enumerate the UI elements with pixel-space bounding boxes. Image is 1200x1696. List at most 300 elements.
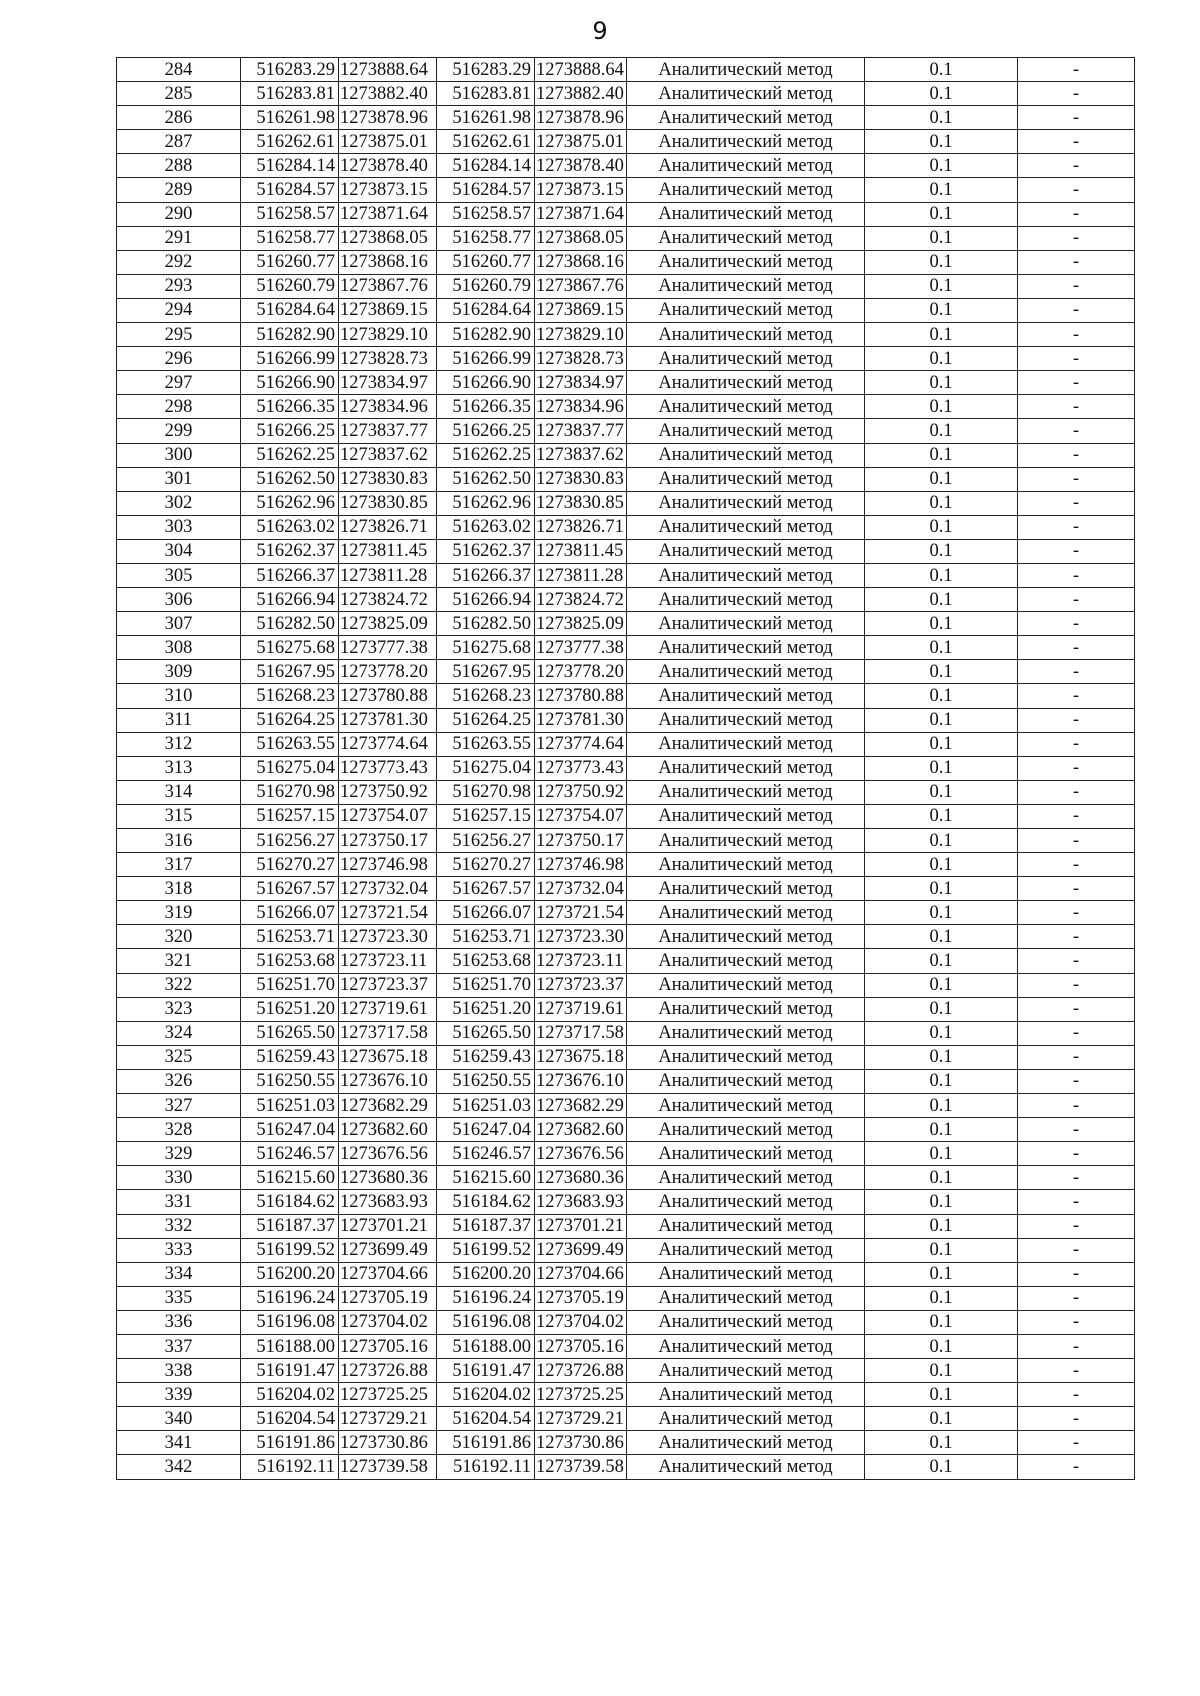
existing-x-cell: 516258.57	[241, 202, 339, 226]
point-number-cell: 338	[117, 1359, 241, 1383]
refined-x-cell: 516204.54	[437, 1407, 535, 1431]
refined-y-cell: 1273834.96	[535, 395, 627, 419]
existing-y-cell: 1273704.66	[339, 1262, 437, 1286]
existing-x-cell: 516260.77	[241, 250, 339, 274]
existing-x-cell: 516263.02	[241, 515, 339, 539]
accuracy-cell: 0.1	[865, 226, 1018, 250]
refined-x-cell: 516262.37	[437, 539, 535, 563]
refined-y-cell: 1273704.02	[535, 1310, 627, 1334]
existing-y-cell: 1273773.43	[339, 756, 437, 780]
existing-x-cell: 516266.37	[241, 563, 339, 587]
refined-y-cell: 1273882.40	[535, 82, 627, 106]
refined-y-cell: 1273682.29	[535, 1094, 627, 1118]
method-cell: Аналитический метод	[627, 877, 865, 901]
accuracy-cell: 0.1	[865, 515, 1018, 539]
existing-y-cell: 1273682.60	[339, 1118, 437, 1142]
note-cell: -	[1018, 1142, 1135, 1166]
refined-y-cell: 1273705.19	[535, 1286, 627, 1310]
method-cell: Аналитический метод	[627, 1383, 865, 1407]
refined-x-cell: 516258.57	[437, 202, 535, 226]
method-cell: Аналитический метод	[627, 708, 865, 732]
refined-y-cell: 1273781.30	[535, 708, 627, 732]
existing-y-cell: 1273701.21	[339, 1214, 437, 1238]
point-number-cell: 299	[117, 419, 241, 443]
refined-x-cell: 516266.35	[437, 395, 535, 419]
note-cell: -	[1018, 250, 1135, 274]
table-row	[117, 901, 1135, 925]
refined-x-cell: 516284.14	[437, 154, 535, 178]
point-number-cell: 340	[117, 1407, 241, 1431]
refined-x-cell: 516284.57	[437, 178, 535, 202]
existing-y-cell: 1273729.21	[339, 1407, 437, 1431]
refined-x-cell: 516283.81	[437, 82, 535, 106]
existing-y-cell: 1273746.98	[339, 853, 437, 877]
refined-x-cell: 516267.95	[437, 660, 535, 684]
point-number-cell: 308	[117, 636, 241, 660]
accuracy-cell: 0.1	[865, 1190, 1018, 1214]
refined-x-cell: 516266.94	[437, 588, 535, 612]
accuracy-cell: 0.1	[865, 804, 1018, 828]
point-number-cell: 336	[117, 1310, 241, 1334]
method-cell: Аналитический метод	[627, 1214, 865, 1238]
refined-x-cell: 516258.77	[437, 226, 535, 250]
accuracy-cell: 0.1	[865, 901, 1018, 925]
refined-x-cell: 516262.61	[437, 130, 535, 154]
point-number-cell: 319	[117, 901, 241, 925]
method-cell: Аналитический метод	[627, 1045, 865, 1069]
refined-x-cell: 516262.25	[437, 443, 535, 467]
existing-x-cell: 516266.07	[241, 901, 339, 925]
existing-y-cell: 1273811.45	[339, 539, 437, 563]
refined-y-cell: 1273723.30	[535, 925, 627, 949]
existing-x-cell: 516283.29	[241, 58, 339, 82]
note-cell: -	[1018, 1310, 1135, 1334]
existing-x-cell: 516262.37	[241, 539, 339, 563]
existing-y-cell: 1273682.29	[339, 1094, 437, 1118]
existing-x-cell: 516251.20	[241, 997, 339, 1021]
refined-x-cell: 516215.60	[437, 1166, 535, 1190]
note-cell: -	[1018, 1383, 1135, 1407]
accuracy-cell: 0.1	[865, 1166, 1018, 1190]
table-row	[117, 1094, 1135, 1118]
refined-x-cell: 516266.99	[437, 347, 535, 371]
existing-x-cell: 516259.43	[241, 1045, 339, 1069]
existing-y-cell: 1273824.72	[339, 588, 437, 612]
note-cell: -	[1018, 1118, 1135, 1142]
table-row	[117, 1286, 1135, 1310]
accuracy-cell: 0.1	[865, 1407, 1018, 1431]
refined-y-cell: 1273721.54	[535, 901, 627, 925]
point-number-cell: 301	[117, 467, 241, 491]
note-cell: -	[1018, 130, 1135, 154]
table-row	[117, 1310, 1135, 1334]
refined-y-cell: 1273867.76	[535, 274, 627, 298]
point-number-cell: 314	[117, 780, 241, 804]
refined-y-cell: 1273834.97	[535, 371, 627, 395]
accuracy-cell: 0.1	[865, 467, 1018, 491]
refined-y-cell: 1273717.58	[535, 1021, 627, 1045]
method-cell: Аналитический метод	[627, 491, 865, 515]
method-cell: Аналитический метод	[627, 901, 865, 925]
refined-x-cell: 516246.57	[437, 1142, 535, 1166]
note-cell: -	[1018, 612, 1135, 636]
existing-y-cell: 1273882.40	[339, 82, 437, 106]
refined-y-cell: 1273725.25	[535, 1383, 627, 1407]
existing-y-cell: 1273705.16	[339, 1334, 437, 1358]
existing-x-cell: 516266.35	[241, 395, 339, 419]
existing-y-cell: 1273875.01	[339, 130, 437, 154]
existing-x-cell: 516263.55	[241, 732, 339, 756]
point-number-cell: 290	[117, 202, 241, 226]
accuracy-cell: 0.1	[865, 1238, 1018, 1262]
accuracy-cell: 0.1	[865, 82, 1018, 106]
method-cell: Аналитический метод	[627, 1407, 865, 1431]
method-cell: Аналитический метод	[627, 154, 865, 178]
existing-x-cell: 516196.08	[241, 1310, 339, 1334]
accuracy-cell: 0.1	[865, 1142, 1018, 1166]
accuracy-cell: 0.1	[865, 780, 1018, 804]
note-cell: -	[1018, 829, 1135, 853]
refined-x-cell: 516265.50	[437, 1021, 535, 1045]
note-cell: -	[1018, 515, 1135, 539]
method-cell: Аналитический метод	[627, 178, 865, 202]
refined-y-cell: 1273675.18	[535, 1045, 627, 1069]
method-cell: Аналитический метод	[627, 829, 865, 853]
existing-y-cell: 1273873.15	[339, 178, 437, 202]
accuracy-cell: 0.1	[865, 347, 1018, 371]
existing-x-cell: 516262.96	[241, 491, 339, 515]
table-row	[117, 684, 1135, 708]
coordinates-table-container	[116, 57, 1135, 1480]
table-row	[117, 58, 1135, 82]
table-row	[117, 298, 1135, 322]
refined-x-cell: 516188.00	[437, 1334, 535, 1358]
note-cell: -	[1018, 1069, 1135, 1093]
table-row	[117, 1407, 1135, 1431]
point-number-cell: 332	[117, 1214, 241, 1238]
existing-x-cell: 516282.50	[241, 612, 339, 636]
table-row	[117, 515, 1135, 539]
refined-y-cell: 1273705.16	[535, 1334, 627, 1358]
refined-x-cell: 516192.11	[437, 1455, 535, 1479]
accuracy-cell: 0.1	[865, 925, 1018, 949]
refined-y-cell: 1273824.72	[535, 588, 627, 612]
refined-y-cell: 1273829.10	[535, 323, 627, 347]
existing-y-cell: 1273837.77	[339, 419, 437, 443]
accuracy-cell: 0.1	[865, 202, 1018, 226]
existing-x-cell: 516270.98	[241, 780, 339, 804]
refined-x-cell: 516264.25	[437, 708, 535, 732]
note-cell: -	[1018, 1045, 1135, 1069]
refined-x-cell: 516268.23	[437, 684, 535, 708]
existing-y-cell: 1273676.56	[339, 1142, 437, 1166]
note-cell: -	[1018, 154, 1135, 178]
accuracy-cell: 0.1	[865, 708, 1018, 732]
accuracy-cell: 0.1	[865, 563, 1018, 587]
accuracy-cell: 0.1	[865, 274, 1018, 298]
refined-x-cell: 516187.37	[437, 1214, 535, 1238]
existing-x-cell: 516261.98	[241, 106, 339, 130]
method-cell: Аналитический метод	[627, 1069, 865, 1093]
table-row	[117, 467, 1135, 491]
point-number-cell: 298	[117, 395, 241, 419]
note-cell: -	[1018, 82, 1135, 106]
refined-y-cell: 1273868.16	[535, 250, 627, 274]
note-cell: -	[1018, 756, 1135, 780]
point-number-cell: 311	[117, 708, 241, 732]
method-cell: Аналитический метод	[627, 226, 865, 250]
table-row	[117, 178, 1135, 202]
method-cell: Аналитический метод	[627, 1359, 865, 1383]
table-row	[117, 1166, 1135, 1190]
existing-x-cell: 516268.23	[241, 684, 339, 708]
refined-y-cell: 1273676.56	[535, 1142, 627, 1166]
existing-y-cell: 1273829.10	[339, 323, 437, 347]
point-number-cell: 326	[117, 1069, 241, 1093]
refined-y-cell: 1273826.71	[535, 515, 627, 539]
existing-y-cell: 1273837.62	[339, 443, 437, 467]
table-row	[117, 1214, 1135, 1238]
note-cell: -	[1018, 1094, 1135, 1118]
page-number: 9	[592, 17, 608, 45]
method-cell: Аналитический метод	[627, 371, 865, 395]
point-number-cell: 330	[117, 1166, 241, 1190]
accuracy-cell: 0.1	[865, 853, 1018, 877]
refined-x-cell: 516262.96	[437, 491, 535, 515]
accuracy-cell: 0.1	[865, 588, 1018, 612]
accuracy-cell: 0.1	[865, 1334, 1018, 1358]
point-number-cell: 302	[117, 491, 241, 515]
note-cell: -	[1018, 371, 1135, 395]
note-cell: -	[1018, 1214, 1135, 1238]
existing-y-cell: 1273780.88	[339, 684, 437, 708]
existing-y-cell: 1273676.10	[339, 1069, 437, 1093]
refined-x-cell: 516253.68	[437, 949, 535, 973]
existing-x-cell: 516275.68	[241, 636, 339, 660]
existing-x-cell: 516275.04	[241, 756, 339, 780]
point-number-cell: 316	[117, 829, 241, 853]
refined-y-cell: 1273729.21	[535, 1407, 627, 1431]
table-row	[117, 202, 1135, 226]
existing-y-cell: 1273723.37	[339, 973, 437, 997]
table-row	[117, 853, 1135, 877]
accuracy-cell: 0.1	[865, 298, 1018, 322]
table-row	[117, 250, 1135, 274]
table-row	[117, 660, 1135, 684]
point-number-cell: 318	[117, 877, 241, 901]
note-cell: -	[1018, 901, 1135, 925]
method-cell: Аналитический метод	[627, 684, 865, 708]
existing-x-cell: 516192.11	[241, 1455, 339, 1479]
refined-y-cell: 1273774.64	[535, 732, 627, 756]
note-cell: -	[1018, 563, 1135, 587]
point-number-cell: 310	[117, 684, 241, 708]
point-number-cell: 339	[117, 1383, 241, 1407]
refined-x-cell: 516250.55	[437, 1069, 535, 1093]
refined-x-cell: 516191.47	[437, 1359, 535, 1383]
table-row	[117, 1021, 1135, 1045]
point-number-cell: 324	[117, 1021, 241, 1045]
note-cell: -	[1018, 395, 1135, 419]
table-row	[117, 877, 1135, 901]
refined-y-cell: 1273682.60	[535, 1118, 627, 1142]
note-cell: -	[1018, 539, 1135, 563]
refined-x-cell: 516247.04	[437, 1118, 535, 1142]
table-row	[117, 419, 1135, 443]
refined-y-cell: 1273837.62	[535, 443, 627, 467]
method-cell: Аналитический метод	[627, 1310, 865, 1334]
refined-x-cell: 516200.20	[437, 1262, 535, 1286]
existing-y-cell: 1273825.09	[339, 612, 437, 636]
table-row	[117, 780, 1135, 804]
table-row	[117, 997, 1135, 1021]
note-cell: -	[1018, 973, 1135, 997]
note-cell: -	[1018, 660, 1135, 684]
refined-x-cell: 516266.37	[437, 563, 535, 587]
point-number-cell: 294	[117, 298, 241, 322]
method-cell: Аналитический метод	[627, 949, 865, 973]
table-row	[117, 1455, 1135, 1479]
method-cell: Аналитический метод	[627, 250, 865, 274]
refined-y-cell: 1273726.88	[535, 1359, 627, 1383]
method-cell: Аналитический метод	[627, 419, 865, 443]
table-row	[117, 563, 1135, 587]
accuracy-cell: 0.1	[865, 732, 1018, 756]
method-cell: Аналитический метод	[627, 660, 865, 684]
refined-x-cell: 516266.90	[437, 371, 535, 395]
table-row	[117, 347, 1135, 371]
method-cell: Аналитический метод	[627, 563, 865, 587]
method-cell: Аналитический метод	[627, 539, 865, 563]
method-cell: Аналитический метод	[627, 1166, 865, 1190]
point-number-cell: 309	[117, 660, 241, 684]
existing-x-cell: 516200.20	[241, 1262, 339, 1286]
table-row	[117, 829, 1135, 853]
method-cell: Аналитический метод	[627, 515, 865, 539]
refined-x-cell: 516266.07	[437, 901, 535, 925]
accuracy-cell: 0.1	[865, 997, 1018, 1021]
method-cell: Аналитический метод	[627, 997, 865, 1021]
table-row	[117, 443, 1135, 467]
refined-y-cell: 1273683.93	[535, 1190, 627, 1214]
point-number-cell: 342	[117, 1455, 241, 1479]
existing-y-cell: 1273778.20	[339, 660, 437, 684]
accuracy-cell: 0.1	[865, 1214, 1018, 1238]
table-row	[117, 949, 1135, 973]
point-number-cell: 289	[117, 178, 241, 202]
refined-y-cell: 1273723.37	[535, 973, 627, 997]
existing-x-cell: 516215.60	[241, 1166, 339, 1190]
table-row	[117, 130, 1135, 154]
refined-y-cell: 1273830.83	[535, 467, 627, 491]
refined-x-cell: 516282.50	[437, 612, 535, 636]
accuracy-cell: 0.1	[865, 178, 1018, 202]
method-cell: Аналитический метод	[627, 202, 865, 226]
refined-x-cell: 516263.02	[437, 515, 535, 539]
table-row	[117, 1334, 1135, 1358]
table-row	[117, 1142, 1135, 1166]
note-cell: -	[1018, 323, 1135, 347]
point-number-cell: 304	[117, 539, 241, 563]
refined-x-cell: 516196.24	[437, 1286, 535, 1310]
point-number-cell: 296	[117, 347, 241, 371]
refined-y-cell: 1273873.15	[535, 178, 627, 202]
method-cell: Аналитический метод	[627, 1286, 865, 1310]
refined-x-cell: 516199.52	[437, 1238, 535, 1262]
existing-x-cell: 516270.27	[241, 853, 339, 877]
accuracy-cell: 0.1	[865, 829, 1018, 853]
accuracy-cell: 0.1	[865, 371, 1018, 395]
note-cell: -	[1018, 804, 1135, 828]
existing-y-cell: 1273867.76	[339, 274, 437, 298]
method-cell: Аналитический метод	[627, 467, 865, 491]
accuracy-cell: 0.1	[865, 395, 1018, 419]
method-cell: Аналитический метод	[627, 1431, 865, 1455]
point-number-cell: 315	[117, 804, 241, 828]
refined-x-cell: 516282.90	[437, 323, 535, 347]
method-cell: Аналитический метод	[627, 1142, 865, 1166]
accuracy-cell: 0.1	[865, 1455, 1018, 1479]
point-number-cell: 325	[117, 1045, 241, 1069]
refined-x-cell: 516251.20	[437, 997, 535, 1021]
point-number-cell: 291	[117, 226, 241, 250]
existing-x-cell: 516264.25	[241, 708, 339, 732]
point-number-cell: 305	[117, 563, 241, 587]
accuracy-cell: 0.1	[865, 443, 1018, 467]
method-cell: Аналитический метод	[627, 804, 865, 828]
accuracy-cell: 0.1	[865, 1262, 1018, 1286]
table-row	[117, 756, 1135, 780]
note-cell: -	[1018, 877, 1135, 901]
existing-x-cell: 516253.68	[241, 949, 339, 973]
existing-x-cell: 516283.81	[241, 82, 339, 106]
existing-x-cell: 516191.47	[241, 1359, 339, 1383]
point-number-cell: 337	[117, 1334, 241, 1358]
note-cell: -	[1018, 443, 1135, 467]
point-number-cell: 286	[117, 106, 241, 130]
point-number-cell: 328	[117, 1118, 241, 1142]
refined-x-cell: 516263.55	[437, 732, 535, 756]
table-body	[117, 58, 1135, 1480]
refined-y-cell: 1273780.88	[535, 684, 627, 708]
existing-x-cell: 516258.77	[241, 226, 339, 250]
method-cell: Аналитический метод	[627, 323, 865, 347]
refined-x-cell: 516270.27	[437, 853, 535, 877]
existing-x-cell: 516184.62	[241, 1190, 339, 1214]
refined-x-cell: 516260.77	[437, 250, 535, 274]
existing-y-cell: 1273675.18	[339, 1045, 437, 1069]
table-row	[117, 154, 1135, 178]
table-row	[117, 925, 1135, 949]
method-cell: Аналитический метод	[627, 347, 865, 371]
table-row	[117, 1118, 1135, 1142]
existing-x-cell: 516257.15	[241, 804, 339, 828]
point-number-cell: 297	[117, 371, 241, 395]
table-row	[117, 708, 1135, 732]
existing-y-cell: 1273723.11	[339, 949, 437, 973]
existing-x-cell: 516262.50	[241, 467, 339, 491]
point-number-cell: 306	[117, 588, 241, 612]
existing-x-cell: 516266.90	[241, 371, 339, 395]
accuracy-cell: 0.1	[865, 1359, 1018, 1383]
note-cell: -	[1018, 202, 1135, 226]
existing-y-cell: 1273828.73	[339, 347, 437, 371]
refined-y-cell: 1273719.61	[535, 997, 627, 1021]
method-cell: Аналитический метод	[627, 1334, 865, 1358]
existing-y-cell: 1273726.88	[339, 1359, 437, 1383]
refined-x-cell: 516251.03	[437, 1094, 535, 1118]
refined-x-cell: 516184.62	[437, 1190, 535, 1214]
